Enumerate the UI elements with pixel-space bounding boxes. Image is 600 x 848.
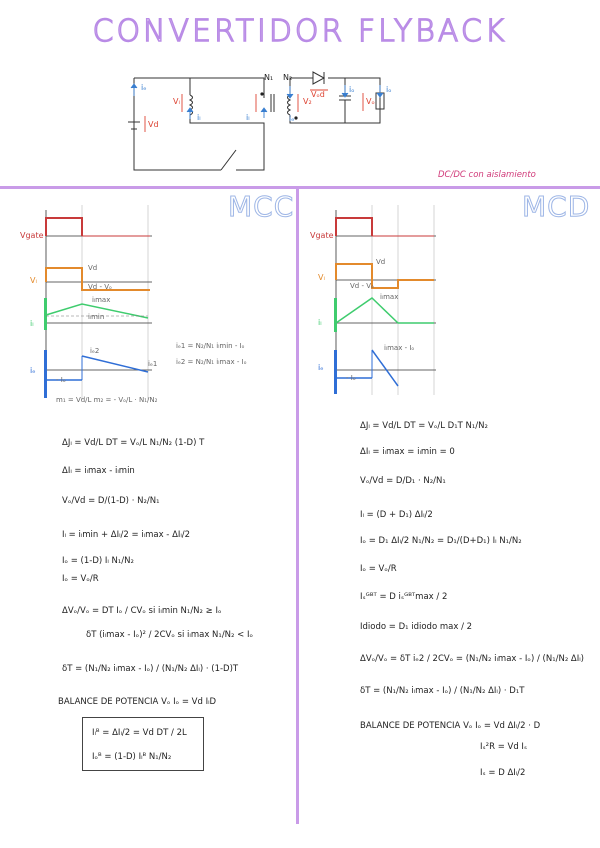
equation: ΔJₗ = Vd/L DT = Vₒ/L N₁/N₂ (1-D) T bbox=[62, 438, 205, 448]
subtitle: DC/DC con aislamiento bbox=[438, 170, 536, 180]
equation: Iₛ²R = Vd Iₛ bbox=[480, 742, 528, 752]
annotation: - Iₒ bbox=[346, 374, 356, 382]
circuit-label: Vₗ bbox=[173, 97, 180, 106]
circuit-label: iₗ bbox=[246, 113, 250, 122]
annotation: iₑ1 bbox=[148, 360, 158, 368]
circuit-label: Vₒd bbox=[311, 90, 325, 99]
annotation: - Iₒ bbox=[56, 376, 66, 384]
signal-label: Vₗ bbox=[318, 273, 325, 282]
annotation: iₗmin bbox=[88, 313, 105, 321]
signal-label: Vgate bbox=[20, 231, 44, 240]
annotation: Vd - Vₒ bbox=[350, 282, 374, 290]
signal-label: iₗ bbox=[30, 319, 34, 328]
equation: Iₒ = Vₒ/R bbox=[360, 564, 397, 574]
circuit-label: iₑ bbox=[141, 83, 147, 92]
equation: Iₗ = (D + D₁) ΔIₗ/2 bbox=[360, 510, 433, 520]
equation: ΔIₗ = iₗmax - iₗmin bbox=[62, 466, 135, 476]
equation: ΔJₗ = Vd/L DT = Vₒ/L D₁T N₁/N₂ bbox=[360, 421, 488, 431]
annotation: Vd - Vₒ bbox=[88, 283, 112, 291]
equation: Iₛ = D ΔIₗ/2 bbox=[480, 768, 526, 778]
signal-label: iₑ bbox=[318, 363, 324, 372]
equation: Iₗᴮ = ΔIₗ/2 = Vd DT / 2L bbox=[92, 728, 187, 738]
annotation: iₗmax - Iₒ bbox=[384, 344, 415, 352]
mode-heading-mcd: MCD bbox=[522, 190, 591, 223]
equation: δT = (N₁/N₂ iₗmax - Iₒ) / (N₁/N₂ ΔIₗ) · (1-D)T bbox=[62, 664, 239, 674]
equation: Iₒ = D₁ ΔIₗ/2 N₁/N₂ = D₁/(D+D₁) Iₗ N₁/N₂ bbox=[360, 536, 522, 546]
equation: ΔVₒ/Vₒ = δT iₑ2 / 2CVₒ = (N₁/N₂ iₗmax - Iₒ) / (N₁/N₂ ΔIₗ) bbox=[360, 654, 584, 664]
annotation: Vd bbox=[376, 258, 386, 266]
signal-label: iₗ bbox=[318, 318, 322, 327]
circuit-label: N₁ bbox=[264, 73, 274, 82]
circuit-label: V₂ bbox=[303, 97, 312, 106]
circuit-label: iₗ bbox=[197, 113, 201, 122]
equation: Vₒ/Vd = D/D₁ · N₂/N₁ bbox=[360, 476, 446, 486]
equation: Idiodo = D₁ idiodo max / 2 bbox=[360, 622, 473, 632]
equation: Iₒ = Vₒ/R bbox=[62, 574, 99, 584]
equation: ΔIₗ = iₗmax = iₗmin = 0 bbox=[360, 447, 455, 457]
annotation: iₗmax bbox=[380, 293, 399, 301]
equation: Vₒ/Vd = D/(1-D) · N₂/N₁ bbox=[62, 496, 160, 506]
equation: Iₒ = (1-D) Iₗ N₁/N₂ bbox=[62, 556, 134, 566]
equation: BALANCE DE POTENCIA Vₒ Iₒ = Vd IₗD bbox=[58, 697, 217, 707]
circuit-label: Vd bbox=[148, 120, 159, 129]
page-title: CONVERTIDOR FLYBACK bbox=[92, 14, 508, 49]
equation: δT = (N₁/N₂ iₗmax - Iₒ) / (N₁/N₂ ΔIₗ) · D₁T bbox=[360, 686, 525, 696]
annotation: iₑ2 bbox=[90, 347, 100, 355]
slopes-note: m₁ = Vd/L m₂ = - Vₒ/L · N₁/N₂ bbox=[56, 396, 158, 404]
equation: Iₗ = iₗmin + ΔIₗ/2 = iₗmax - ΔIₗ/2 bbox=[62, 530, 191, 540]
equation: δT (iₗmax - Iₒ)² / 2CVₒ si iₗmax N₁/N₂ < Iₒ bbox=[86, 630, 253, 640]
side-note: iₑ1 = N₂/N₁ iₗmin - Iₒ bbox=[176, 342, 245, 350]
equation: Iₛᴳᴮᵀ = D iₛᴳᴮᵀmax / 2 bbox=[360, 592, 448, 602]
signal-label: Vgate bbox=[310, 231, 334, 240]
equation: Iₒᴮ = (1-D) Iₗᴮ N₁/N₂ bbox=[92, 752, 172, 762]
summary-box bbox=[82, 717, 204, 771]
mode-heading-mcc: MCC bbox=[228, 190, 295, 223]
circuit-label: iₑ bbox=[289, 114, 295, 123]
circuit-label: iₒ bbox=[349, 85, 355, 94]
annotation: Vd bbox=[88, 264, 98, 272]
signal-label: Vₗ bbox=[30, 276, 37, 285]
circuit-label: Vₒ bbox=[366, 97, 375, 106]
circuit-label: N₂ bbox=[283, 73, 293, 82]
circuit-label: iₒ bbox=[386, 85, 392, 94]
equation: BALANCE DE POTENCIA Vₒ Iₒ = Vd ΔIₗ/2 · D bbox=[360, 721, 541, 731]
side-note: iₑ2 = N₂/N₁ iₗmax - Iₒ bbox=[176, 358, 247, 366]
annotation: iₗmax bbox=[92, 296, 111, 304]
signal-label: iₑ bbox=[30, 366, 36, 375]
equation: ΔVₒ/Vₒ = DT Iₒ / CVₒ si iₗmin N₁/N₂ ≥ Iₒ bbox=[62, 606, 222, 616]
